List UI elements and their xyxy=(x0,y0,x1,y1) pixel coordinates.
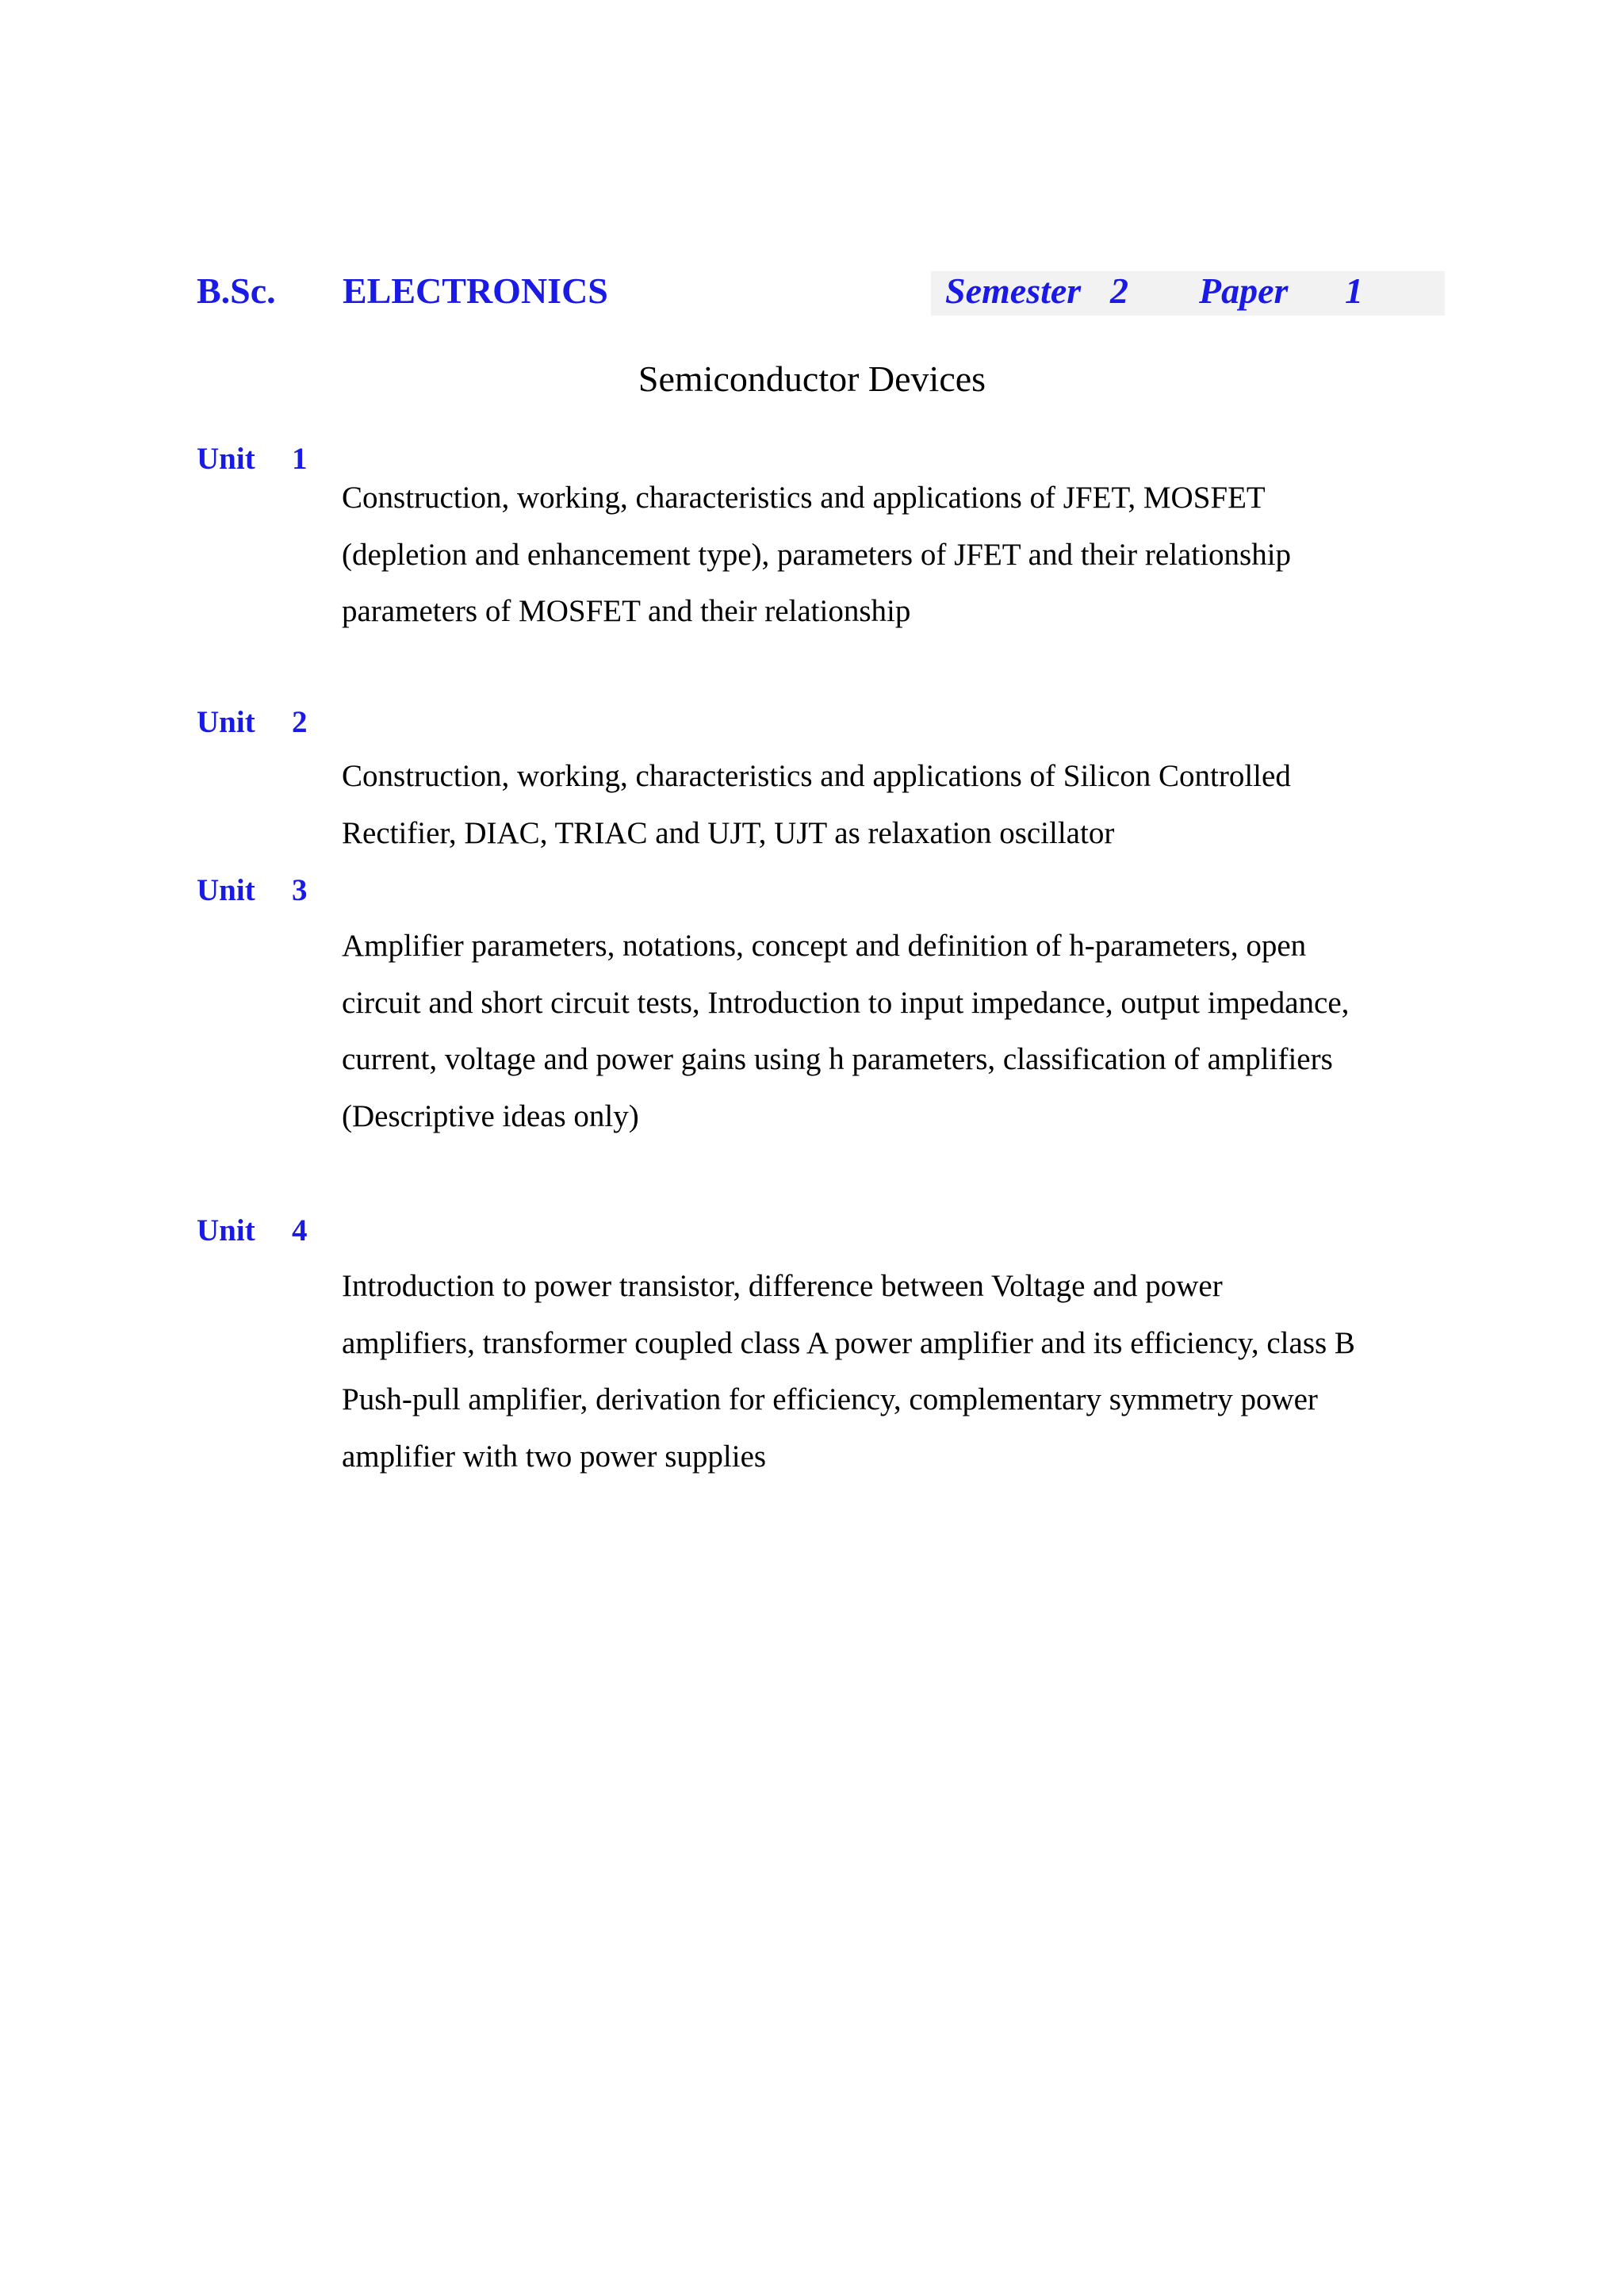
unit-number: 4 xyxy=(292,1213,308,1248)
unit-text-line: Rectifier, DIAC, TRIAC and UJT, UJT as relaxation oscillator xyxy=(342,815,1115,850)
semester-value: 2 xyxy=(1110,270,1128,311)
unit-text-line: Construction, working, characteristics and applications of Silicon Controlled xyxy=(342,759,1291,793)
page-title: Semiconductor Devices xyxy=(638,358,986,399)
unit-1-description xyxy=(342,470,1452,640)
unit-text-line: (depletion and enhancement type), parameters of JFET and their relationship xyxy=(342,537,1292,572)
unit-label: Unit xyxy=(197,705,255,739)
unit-label: Unit xyxy=(197,442,255,476)
paper-label: Paper xyxy=(1199,270,1289,311)
unit-label: Unit xyxy=(197,1213,255,1248)
unit-text-line: (Descriptive ideas only) xyxy=(342,1098,639,1133)
paper-value: 1 xyxy=(1345,270,1363,311)
unit-text-line: current, voltage and power gains using h parameters, classification of amplifiers xyxy=(342,1042,1333,1076)
unit-number: 1 xyxy=(292,442,308,476)
unit-3-heading xyxy=(197,869,308,912)
unit-2-description xyxy=(342,748,1452,861)
unit-text-line: circuit and short circuit tests, Introduction to input impedance, output impedance, xyxy=(342,985,1350,1020)
header-left xyxy=(197,266,608,316)
unit-1-heading xyxy=(197,438,308,481)
semester-label: Semester xyxy=(945,270,1082,311)
unit-4-description xyxy=(342,1258,1452,1485)
unit-number: 3 xyxy=(292,873,308,907)
unit-text-line: amplifier with two power supplies xyxy=(342,1439,767,1474)
unit-text-line: parameters of MOSFET and their relationship xyxy=(342,594,911,628)
unit-text-line: Construction, working, characteristics and applications of JFET, MOSFET xyxy=(342,481,1266,515)
unit-text-line: Introduction to power transistor, difference between Voltage and power xyxy=(342,1269,1223,1303)
unit-text-line: Push-pull amplifier, derivation for efficiency, complementary symmetry power xyxy=(342,1382,1318,1416)
subject-label: ELECTRONICS xyxy=(343,270,608,311)
unit-label: Unit xyxy=(197,873,255,907)
unit-text-line: amplifiers, transformer coupled class A power amplifier and its efficiency, class B xyxy=(342,1325,1355,1360)
unit-text-line: Amplifier parameters, notations, concept and definition of h-parameters, open xyxy=(342,929,1307,963)
degree-label: B.Sc. xyxy=(197,270,276,311)
unit-3-description xyxy=(342,918,1452,1144)
unit-4-heading xyxy=(197,1209,308,1252)
unit-2-heading xyxy=(197,701,308,744)
unit-number: 2 xyxy=(292,705,308,739)
